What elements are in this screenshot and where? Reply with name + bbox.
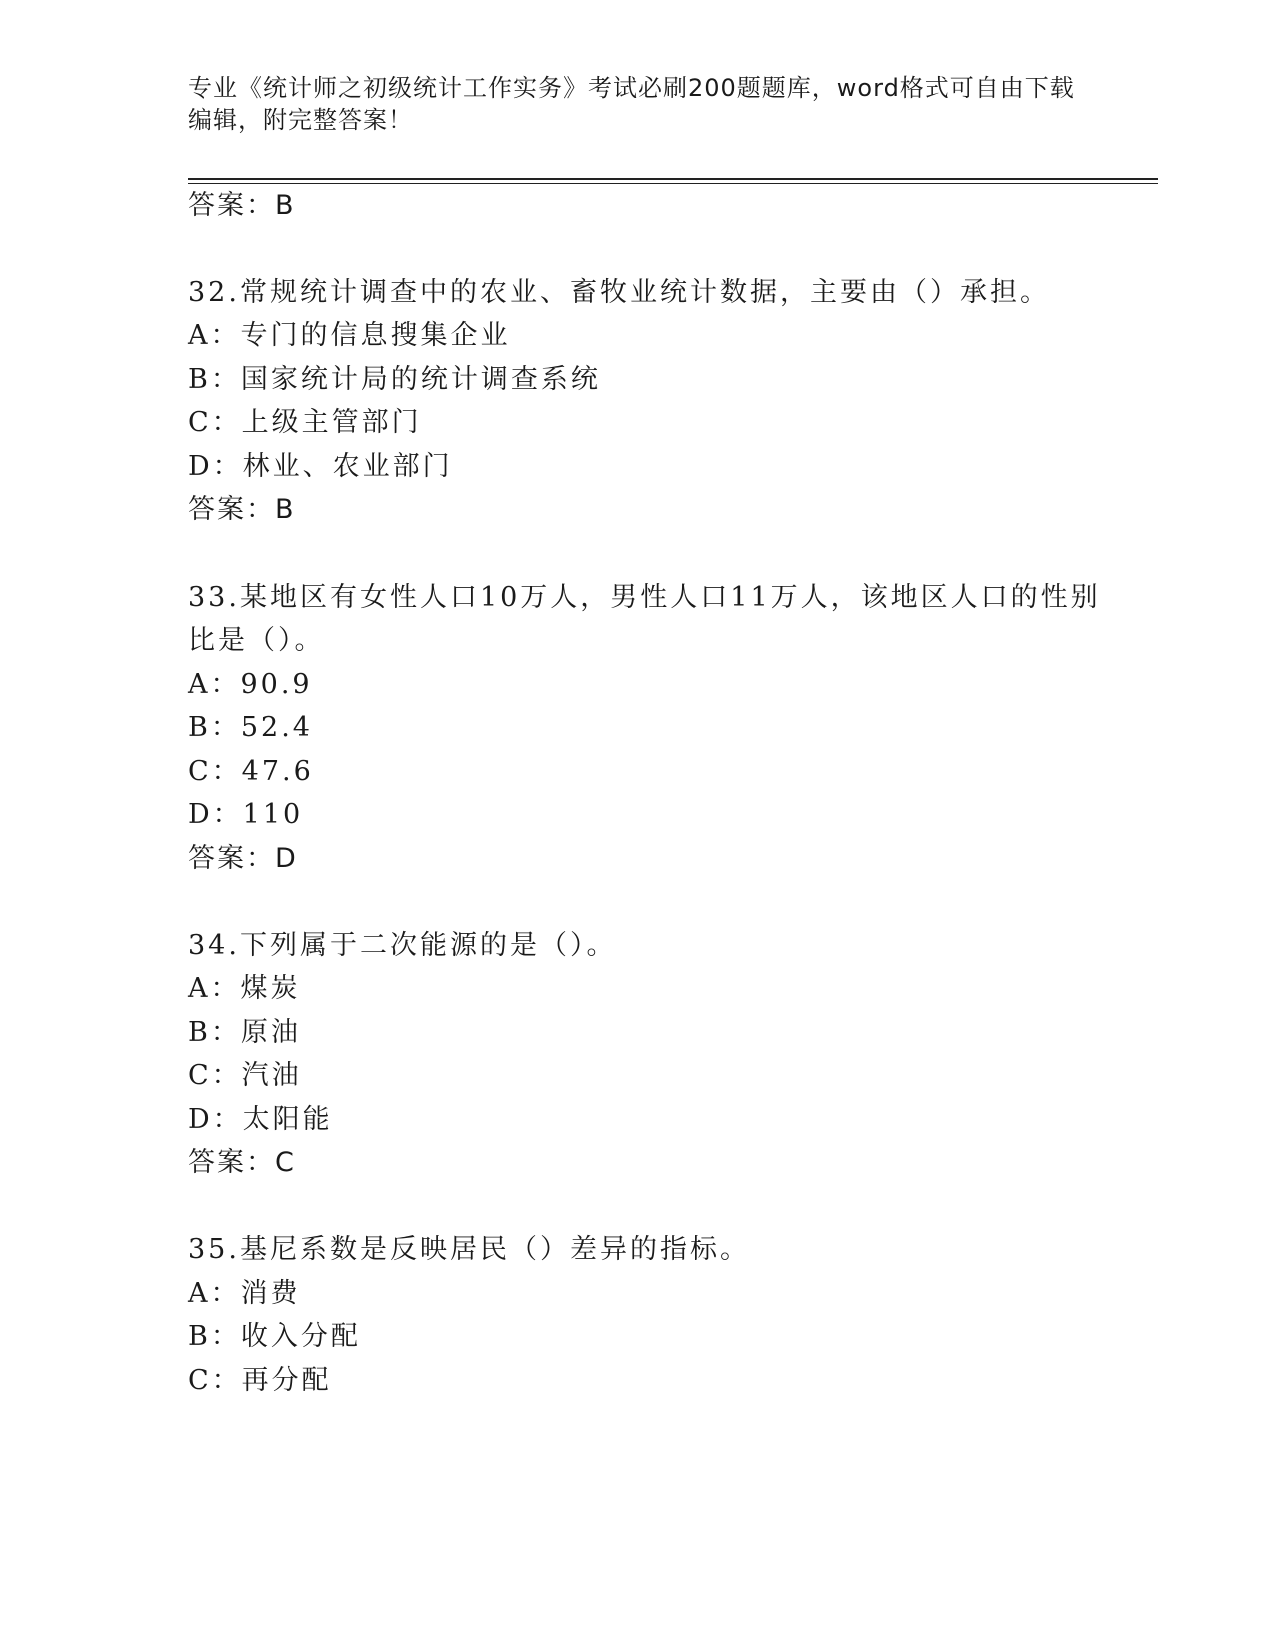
question-stem: 33.某地区有女性人口10万人，男性人口11万人，该地区人口的性别 (188, 582, 1101, 613)
document-header (188, 72, 1088, 136)
question-stem-continued: 比是（）。 (188, 625, 325, 656)
option-b: B：原油 (188, 1017, 301, 1048)
option-b: B：52.4 (188, 712, 313, 743)
question-stem: 35.基尼系数是反映居民（）差异的指标。 (188, 1234, 750, 1265)
option-d: D：110 (188, 799, 304, 830)
answer: 答案：B (188, 494, 296, 525)
option-b: B：国家统计局的统计调查系统 (188, 364, 601, 395)
header-rule-thin (188, 183, 1158, 184)
previous-answer: 答案：B (188, 190, 296, 221)
header-line-1: 专业《统计师之初级统计工作实务》考试必刷200题题库，word格式可自由下载 (188, 74, 1075, 102)
option-c: C：再分配 (188, 1365, 332, 1396)
option-d: D：林业、农业部门 (188, 451, 453, 482)
question-stem: 34.下列属于二次能源的是（）。 (188, 930, 617, 961)
option-b: B：收入分配 (188, 1321, 361, 1352)
option-c: C：47.6 (188, 756, 314, 787)
option-a: A：消费 (188, 1278, 301, 1309)
answer: 答案：C (188, 1147, 296, 1178)
option-a: A：煤炭 (188, 973, 301, 1004)
header-rule-thick (188, 178, 1158, 180)
header-line-2: 编辑，附完整答案！ (188, 106, 413, 134)
option-d: D：太阳能 (188, 1104, 333, 1135)
answer: 答案：D (188, 843, 298, 874)
question-stem: 32.常规统计调查中的农业、畜牧业统计数据，主要由（）承担。 (188, 277, 1050, 308)
option-c: C：汽油 (188, 1060, 302, 1091)
option-a: A：专门的信息搜集企业 (188, 320, 511, 351)
option-c: C：上级主管部门 (188, 407, 422, 438)
option-a: A：90.9 (188, 669, 313, 700)
